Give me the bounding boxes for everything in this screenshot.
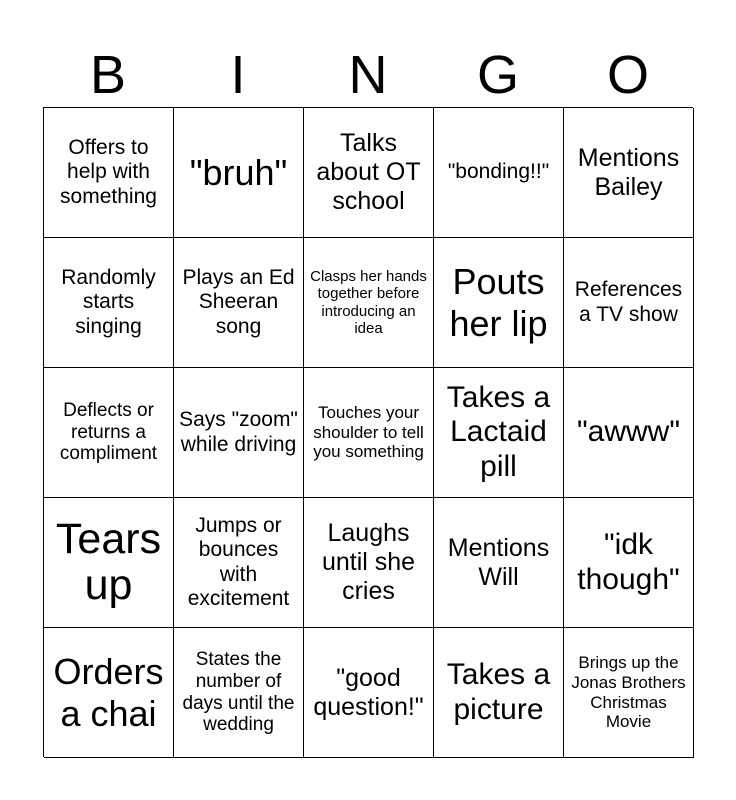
bingo-cell-r1-c3[interactable] <box>304 108 434 238</box>
bingo-cell-r1-c2[interactable] <box>174 108 304 238</box>
cell-text: Laughs until she cries <box>321 519 416 605</box>
cell-text: Plays an Ed Sheeran song <box>182 266 295 338</box>
cell-text: Says "zoom" while driving <box>179 408 298 456</box>
header-letter-i: I <box>230 45 246 105</box>
bingo-cell-r3-c1[interactable] <box>44 368 174 498</box>
cell-text: Brings up the Jonas Brothers Christmas Movie <box>571 653 686 732</box>
bingo-cell-r3-c3[interactable] <box>304 368 434 498</box>
bingo-cell-r3-c2[interactable] <box>174 368 304 498</box>
bingo-cell-r2-c1[interactable] <box>44 238 174 368</box>
bingo-cell-r5-c3[interactable] <box>304 628 434 758</box>
bingo-cell-r5-c4[interactable] <box>434 628 564 758</box>
bingo-header <box>43 44 693 106</box>
cell-text: Orders a chai <box>53 651 164 734</box>
cell-text: Mentions Bailey <box>577 143 680 201</box>
bingo-cell-r2-c2[interactable] <box>174 238 304 368</box>
bingo-cell-r5-c2[interactable] <box>174 628 304 758</box>
bingo-cell-r4-c3[interactable] <box>304 498 434 628</box>
cell-text: References a TV show <box>574 278 683 326</box>
cell-text: Tears up <box>55 515 162 609</box>
cell-text: Pouts her lip <box>449 261 548 344</box>
bingo-cell-r3-c5[interactable] <box>564 368 694 498</box>
cell-text: Takes a picture <box>446 658 551 726</box>
bingo-cell-r5-c5[interactable] <box>564 628 694 758</box>
cell-text: Offers to help with something <box>60 136 157 208</box>
cell-text: Takes a Lactaid pill <box>446 380 551 483</box>
bingo-cell-r1-c1[interactable] <box>44 108 174 238</box>
cell-text: Deflects or returns a compliment <box>59 399 158 465</box>
bingo-grid <box>43 107 693 757</box>
cell-text: "awww" <box>577 415 680 449</box>
header-letter-b: B <box>89 45 127 105</box>
cell-text: Mentions Will <box>447 533 550 591</box>
bingo-cell-r4-c4[interactable] <box>434 498 564 628</box>
bingo-cell-r1-c4[interactable] <box>434 108 564 238</box>
cell-text: Jumps or bounces with excitement <box>187 514 290 610</box>
bingo-cell-r2-c5[interactable] <box>564 238 694 368</box>
cell-text: "bonding!!" <box>447 160 550 184</box>
bingo-cell-r4-c2[interactable] <box>174 498 304 628</box>
bingo-cell-r3-c4[interactable] <box>434 368 564 498</box>
header-letter-n: N <box>348 45 388 105</box>
bingo-cell-r4-c5[interactable] <box>564 498 694 628</box>
bingo-cell-r2-c3[interactable] <box>304 238 434 368</box>
bingo-cell-r1-c5[interactable] <box>564 108 694 238</box>
header-letter-o: O <box>606 45 649 105</box>
bingo-cell-r4-c1[interactable] <box>44 498 174 628</box>
header-letter-g: G <box>476 45 519 105</box>
cell-text: Touches your shoulder to tell you something <box>313 403 424 462</box>
cell-text: "bruh" <box>189 151 288 193</box>
bingo-cell-r5-c1[interactable] <box>44 628 174 758</box>
cell-text: States the number of days until the wedding <box>182 648 295 736</box>
cell-text: "good question!" <box>313 663 424 721</box>
cell-text: Randomly starts singing <box>61 266 156 338</box>
cell-text: Talks about OT school <box>316 129 421 215</box>
bingo-cell-r2-c4[interactable] <box>434 238 564 368</box>
cell-text: Clasps her hands together before introducing an idea <box>310 268 427 337</box>
cell-text: "idk though" <box>577 528 680 596</box>
